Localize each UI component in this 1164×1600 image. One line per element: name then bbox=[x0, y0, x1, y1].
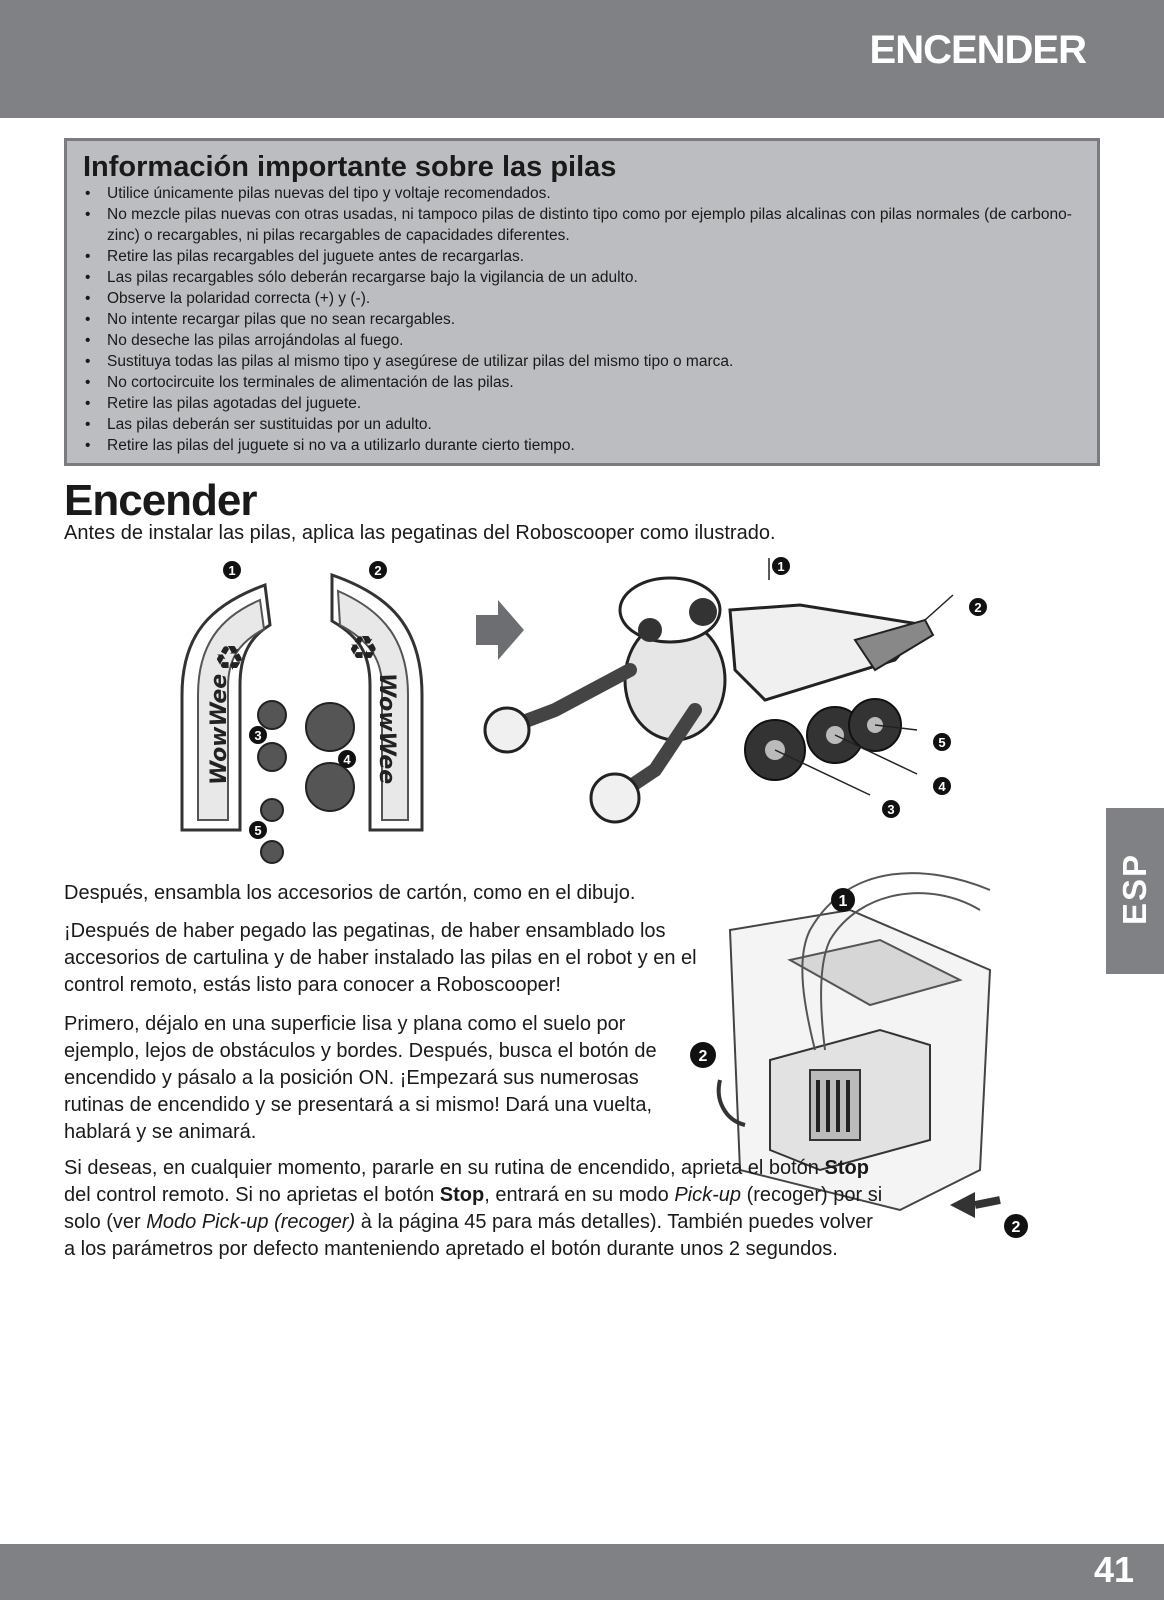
battery-info-item: • Sustituya todas las pilas al mismo tipo y asegúrese de utilizar pilas del mismo tipo o marca. bbox=[83, 351, 1083, 372]
battery-info-item: • Utilice únicamente pilas nuevas del tipo y voltaje recomendados. bbox=[83, 183, 1083, 204]
stop-keyword: Stop bbox=[824, 1157, 869, 1179]
sticker-label: 4 bbox=[343, 752, 351, 767]
battery-info-item: • No mezcle pilas nuevas con otras usadas, ni tampoco pilas de distinto tipo como por ejemplo pilas alcalinas con pilas normales (de carbono-zinc) o recargables, ni pilas recargables de capacidades diferentes. bbox=[83, 204, 1083, 246]
battery-info-title: Información importante sobre las pilas bbox=[83, 151, 617, 183]
battery-info-item: • No intente recargar pilas que no sean recargables. bbox=[83, 309, 1083, 330]
text-run: Si deseas, en cualquier momento, pararle en su rutina de encendido, aprieta el botón bbox=[64, 1157, 825, 1179]
stop-keyword: Stop bbox=[439, 1184, 485, 1206]
footer-bar bbox=[0, 1544, 1164, 1600]
robot-label: 1 bbox=[777, 559, 785, 574]
battery-info-item: • Las pilas recargables sólo deberán recargarse bajo la vigilancia de un adulto. bbox=[83, 267, 1083, 288]
cardboard-label: 1 bbox=[838, 893, 848, 910]
battery-info-item: • Observe la polaridad correcta (+) y (-). bbox=[83, 288, 1083, 309]
recycle-icon: ♻ bbox=[214, 639, 245, 679]
sticker-label: 5 bbox=[254, 823, 262, 838]
page-header-title: ENCENDER bbox=[869, 28, 1086, 72]
pickup-term: Pick-up bbox=[674, 1184, 742, 1206]
sticker-label: 2 bbox=[374, 563, 382, 578]
battery-info-item: • Las pilas deberán ser sustituidas por un adulto. bbox=[83, 414, 1083, 435]
recycle-icon: ♻ bbox=[348, 629, 379, 669]
text-run: , entrará en su modo bbox=[484, 1184, 675, 1206]
sticker-brand-left: WowWee bbox=[207, 673, 232, 785]
robot-label: 4 bbox=[938, 779, 946, 794]
robot-illustration bbox=[455, 550, 990, 860]
pickup-mode-reference: Modo Pick-up (recoger) bbox=[146, 1211, 356, 1233]
text-run: à la página 45 para más detalles). También puedes volver a los parámetros por defecto manteniendo apretado el botón durante unos 2 segundos. bbox=[64, 1211, 873, 1260]
robot-label: 3 bbox=[887, 802, 895, 817]
battery-info-list bbox=[83, 183, 1083, 456]
language-tab-label: ESP bbox=[1116, 852, 1153, 925]
sticker-brand-right: WowWee bbox=[374, 673, 399, 785]
page-number: 41 bbox=[1093, 1549, 1134, 1590]
battery-info-box bbox=[64, 138, 1100, 466]
cardboard-label: 2 bbox=[1011, 1219, 1021, 1236]
text-run: (recoger) por si solo (ver bbox=[64, 1184, 883, 1233]
battery-info-item: • No cortocircuite los terminales de alimentación de las pilas. bbox=[83, 372, 1083, 393]
section-title: Encender bbox=[64, 476, 257, 525]
sticker-sheet-illustration bbox=[170, 555, 450, 865]
paragraph-power-on: Primero, déjalo en una superficie lisa y plana como el suelo por ejemplo, lejos de obstáculos y bordes. Después, busca el botón de encendido y pásalo a la posición ON. ¡Empezará sus numerosas rutinas de encendido y se presentará a si mismo! Dará una vuelta, hablará y se animará. bbox=[64, 1013, 657, 1143]
sticker-label: 1 bbox=[228, 563, 236, 578]
battery-info-item: • Retire las pilas recargables del juguete antes de recargarlas. bbox=[83, 246, 1083, 267]
paragraph-stop bbox=[64, 1155, 884, 1263]
paragraph-assemble: Después, ensambla los accesorios de cartón, como en el dibujo. bbox=[64, 882, 636, 904]
section-intro: Antes de instalar las pilas, aplica las pegatinas del Roboscooper como ilustrado. bbox=[64, 522, 776, 544]
battery-info-item: • No deseche las pilas arrojándolas al fuego. bbox=[83, 330, 1083, 351]
sticker-label: 3 bbox=[254, 728, 262, 743]
paragraph-ready: ¡Después de haber pegado las pegatinas, de haber ensamblado los accesorios de cartulina y de haber instalado las pilas en el robot y en el control remoto, estás listo para conocer a Roboscooper! bbox=[64, 920, 697, 996]
battery-info-item: • Retire las pilas del juguete si no va a utilizarlo durante cierto tiempo. bbox=[83, 435, 1083, 456]
battery-info-item: • Retire las pilas agotadas del juguete. bbox=[83, 393, 1083, 414]
robot-label: 5 bbox=[938, 735, 946, 750]
robot-label: 2 bbox=[974, 600, 982, 615]
cardboard-label: 2 bbox=[698, 1048, 708, 1065]
text-run: del control remoto. Si no aprietas el botón bbox=[64, 1184, 440, 1206]
